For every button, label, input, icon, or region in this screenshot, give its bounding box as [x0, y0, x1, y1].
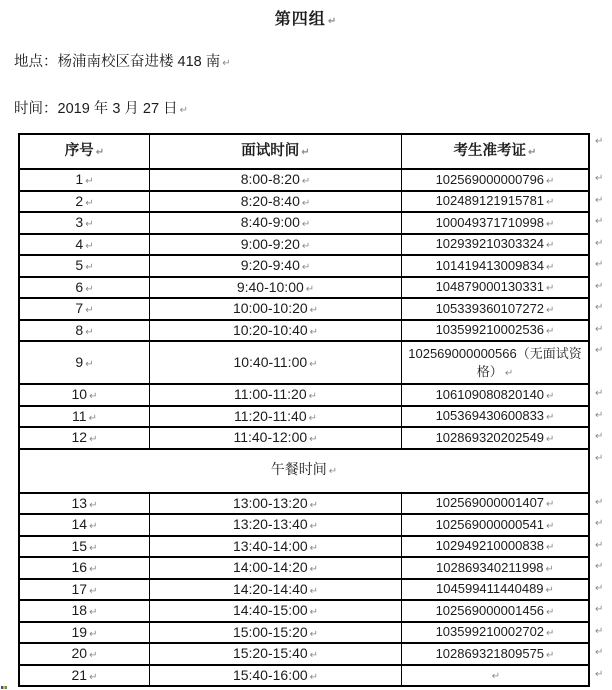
- cell-time: [150, 299, 402, 319]
- header-label: 考生准考证: [453, 142, 527, 159]
- cell-ticket: [402, 407, 588, 427]
- cell-ticket: [402, 235, 588, 255]
- cell-seq: [20, 299, 150, 319]
- cell-ticket: [402, 558, 588, 578]
- ticket-value: 104599411440489: [436, 581, 544, 597]
- end-of-row-pilcrow-mark: ↵: [595, 668, 604, 680]
- seq-value: 6: [75, 278, 84, 295]
- seq-value: 3: [75, 214, 84, 231]
- table-row: [18, 515, 612, 537]
- seq-value: 9: [75, 354, 84, 371]
- cell-ticket: [402, 170, 588, 190]
- pilcrow-mark: ↵: [328, 465, 338, 477]
- table-row: [18, 278, 612, 300]
- pilcrow-mark: ↵: [504, 367, 514, 379]
- end-of-row-pilcrow-mark: ↵: [595, 136, 604, 147]
- pilcrow-mark: ↵: [309, 564, 319, 576]
- pilcrow-mark: ↵: [309, 607, 319, 619]
- pilcrow-mark: ↵: [89, 607, 98, 619]
- ticket-value: 101419413009834: [435, 257, 545, 273]
- pilcrow-mark: ↵: [89, 671, 98, 683]
- cell-time: [150, 278, 402, 298]
- cell-seq: [20, 494, 150, 514]
- cell-ticket: [402, 213, 588, 233]
- pilcrow-mark: ↵: [309, 521, 319, 533]
- end-of-row-pilcrow-mark: ↵: [595, 388, 604, 399]
- cell-ticket: [402, 515, 588, 535]
- time-value: 10:20-10:40: [232, 321, 308, 338]
- end-of-row-pilcrow-mark: ↵: [595, 625, 604, 637]
- pilcrow-mark: ↵: [222, 58, 231, 69]
- pilcrow-mark: ↵: [301, 197, 311, 209]
- table-row: [18, 580, 612, 602]
- pilcrow-mark: ↵: [327, 16, 338, 27]
- pilcrow-mark: ↵: [309, 650, 319, 662]
- cell-ticket: [402, 428, 588, 448]
- location-text: 地点：杨浦南校区奋进楼 418 南: [14, 54, 221, 70]
- pilcrow-mark: ↵: [309, 305, 319, 317]
- cell-seq: [20, 644, 150, 664]
- pilcrow-mark: ↵: [85, 359, 94, 371]
- seq-value: 13: [71, 494, 88, 511]
- cell-seq: [20, 407, 150, 427]
- pilcrow-mark: ↵: [85, 219, 94, 231]
- pilcrow-mark: ↵: [85, 197, 94, 209]
- pilcrow-mark: ↵: [309, 542, 319, 554]
- ticket-value: 100049371710998: [435, 214, 545, 230]
- time-value: 11:00-11:20: [233, 386, 307, 403]
- cell-seq: [20, 256, 150, 276]
- cell-time: [150, 342, 402, 383]
- pilcrow-mark: ↵: [528, 146, 537, 158]
- pilcrow-mark: ↵: [546, 606, 555, 618]
- lunch-label: 午餐时间: [270, 460, 327, 477]
- end-of-row-pilcrow-mark: ↵: [595, 604, 604, 615]
- cell-ticket: [402, 494, 588, 514]
- time-value: 9:20-9:40: [240, 257, 300, 274]
- header-cell-time: [150, 135, 402, 168]
- end-of-row-pilcrow-mark: ↵: [595, 561, 604, 572]
- time-value: 14:20-14:40: [232, 580, 308, 597]
- end-of-row-pilcrow-mark: ↵: [595, 280, 604, 292]
- cell-time: [150, 235, 402, 255]
- seq-value: 2: [75, 192, 84, 209]
- cell-ticket: [402, 385, 588, 405]
- seq-value: 17: [71, 580, 88, 597]
- cell-time: [150, 321, 402, 341]
- pilcrow-mark: ↵: [309, 326, 319, 338]
- page-title-text: 第四组: [274, 11, 326, 28]
- table-row: [18, 299, 612, 321]
- seq-value: 20: [71, 645, 88, 662]
- pilcrow-mark: ↵: [546, 326, 555, 338]
- time-text: 时间：2019 年 3 月 27 日: [14, 101, 178, 117]
- cell-ticket: [402, 537, 588, 557]
- table-row: [18, 256, 612, 278]
- seq-value: 7: [75, 300, 84, 317]
- time-value: 10:00-10:20: [232, 300, 308, 317]
- cell-time: [150, 170, 402, 190]
- cell-time: [150, 494, 402, 514]
- cell-seq: [20, 192, 150, 212]
- pilcrow-mark: ↵: [546, 390, 555, 402]
- ticket-value: 102569000001456: [435, 602, 545, 618]
- pilcrow-mark: ↵: [89, 564, 98, 576]
- pilcrow-mark: ↵: [305, 283, 315, 295]
- pilcrow-mark: ↵: [179, 105, 188, 116]
- seq-value: 14: [71, 516, 88, 533]
- table-row: [18, 213, 612, 235]
- cell-time: [150, 385, 402, 405]
- pilcrow-mark: ↵: [89, 542, 98, 554]
- cell-seq: [20, 580, 150, 600]
- cell-time: [150, 407, 402, 427]
- cell-time: [150, 601, 402, 621]
- ticket-value: 103599210002536: [435, 322, 545, 338]
- cell-ticket: [402, 299, 588, 319]
- cell-seq: [20, 666, 150, 686]
- pilcrow-mark: ↵: [546, 304, 555, 316]
- cell-time: [150, 192, 402, 212]
- cell-time: [150, 428, 402, 448]
- cell-ticket: [402, 342, 588, 383]
- ticket-value: 105339360107272: [435, 300, 545, 316]
- cell-time: [150, 515, 402, 535]
- header-label: 序号: [64, 142, 94, 159]
- location-line: [14, 50, 612, 71]
- pilcrow-mark: ↵: [546, 197, 555, 209]
- seq-value: 8: [75, 321, 84, 338]
- seq-value: 19: [71, 623, 88, 640]
- cell-seq: [20, 623, 150, 643]
- cell-seq: [20, 558, 150, 578]
- corner-fragment-pixel: [5, 686, 7, 689]
- pilcrow-mark: ↵: [309, 585, 319, 597]
- pilcrow-mark: ↵: [546, 649, 555, 661]
- cell-time: [150, 644, 402, 664]
- end-of-row-pilcrow-mark: ↵: [595, 647, 604, 658]
- table-row: [18, 407, 612, 429]
- cell-ticket: [402, 256, 588, 276]
- table-row: [18, 385, 612, 407]
- time-value: 14:40-15:00: [232, 602, 308, 619]
- time-value: 13:20-13:40: [232, 516, 308, 533]
- table-header-row: [18, 133, 612, 170]
- cell-seq: [20, 321, 150, 341]
- time-line: [14, 97, 612, 118]
- pilcrow-mark: ↵: [546, 520, 555, 532]
- corner-icon-fragment: [1, 686, 7, 689]
- ticket-value: 102939210303324: [435, 236, 545, 252]
- table-row: [18, 170, 612, 192]
- end-of-row-pilcrow-mark: ↵: [595, 194, 604, 206]
- time-value: 8:40-9:00: [240, 214, 300, 231]
- end-of-row-pilcrow-mark: ↵: [595, 518, 604, 529]
- time-value: 15:00-15:20: [232, 623, 308, 640]
- pilcrow-mark: ↵: [546, 218, 555, 230]
- end-of-row-pilcrow-mark: ↵: [595, 345, 604, 356]
- end-of-row-pilcrow-mark: ↵: [595, 237, 604, 249]
- time-value: 13:40-14:00: [232, 537, 308, 554]
- time-value: 8:00-8:20: [240, 171, 300, 188]
- lunch-cell: [20, 450, 588, 492]
- cell-time: [150, 666, 402, 686]
- ticket-value: 105369430600833: [435, 408, 545, 424]
- pilcrow-mark: ↵: [546, 175, 555, 187]
- pilcrow-mark: ↵: [89, 499, 98, 511]
- pilcrow-mark: ↵: [301, 146, 310, 158]
- pilcrow-mark: ↵: [546, 412, 555, 424]
- pilcrow-mark: ↵: [89, 650, 98, 662]
- table-row: [18, 192, 612, 214]
- header-cell-seq: [20, 135, 150, 168]
- pilcrow-mark: ↵: [546, 628, 555, 640]
- ticket-value: 102869340211998: [436, 559, 544, 575]
- seq-value: 16: [71, 559, 88, 576]
- pilcrow-mark: ↵: [491, 671, 501, 683]
- cell-seq: [20, 342, 150, 383]
- time-value: 13:00-13:20: [232, 494, 308, 511]
- table-row: [18, 558, 612, 580]
- ticket-value: 104879000130331: [435, 279, 545, 295]
- pilcrow-mark: ↵: [308, 412, 318, 424]
- seq-value: 10: [71, 386, 88, 403]
- cell-seq: [20, 213, 150, 233]
- pilcrow-mark: ↵: [88, 412, 97, 424]
- cell-time: [150, 213, 402, 233]
- cell-time: [150, 558, 402, 578]
- pilcrow-mark: ↵: [85, 326, 94, 338]
- pilcrow-mark: ↵: [546, 499, 555, 511]
- end-of-row-pilcrow-mark: ↵: [595, 431, 604, 442]
- page-title: [0, 6, 612, 29]
- ticket-value: 103599210002702: [435, 624, 545, 640]
- table-row: [18, 428, 612, 450]
- end-of-row-pilcrow-mark: ↵: [595, 302, 604, 313]
- pilcrow-mark: ↵: [301, 262, 311, 274]
- time-value: 14:00-14:20: [232, 559, 308, 576]
- pilcrow-mark: ↵: [309, 434, 318, 446]
- pilcrow-mark: ↵: [89, 434, 98, 446]
- table-row: [18, 623, 612, 645]
- pilcrow-mark: ↵: [89, 521, 98, 533]
- pilcrow-mark: ↵: [545, 585, 554, 597]
- schedule-table: [18, 133, 612, 687]
- cell-ticket: [402, 321, 588, 341]
- cell-seq: [20, 515, 150, 535]
- pilcrow-mark: ↵: [546, 283, 555, 295]
- end-of-row-pilcrow-mark: ↵: [595, 323, 604, 335]
- seq-value: 15: [71, 537, 88, 554]
- cell-seq: [20, 235, 150, 255]
- cell-time: [150, 623, 402, 643]
- time-value: 11:40-12:00: [233, 429, 308, 446]
- ticket-value: 102869321809575: [435, 645, 545, 661]
- cell-ticket: [402, 192, 588, 212]
- cell-time: [150, 580, 402, 600]
- seq-value: 18: [71, 602, 88, 619]
- cell-seq: [20, 601, 150, 621]
- seq-value: 12: [71, 429, 88, 446]
- end-of-row-pilcrow-mark: ↵: [595, 259, 604, 270]
- time-value: 11:20-11:40: [233, 407, 307, 424]
- cell-ticket: [402, 601, 588, 621]
- pilcrow-mark: ↵: [89, 628, 98, 640]
- table-row: [18, 321, 612, 343]
- header-cell-ticket: [402, 135, 588, 168]
- seq-value: 5: [75, 257, 84, 274]
- ticket-value: 102869320202549: [435, 429, 545, 445]
- ticket-value: 102569000000541: [435, 516, 545, 532]
- end-of-row-pilcrow-mark: ↵: [595, 539, 604, 551]
- seq-value: 4: [75, 235, 84, 252]
- end-of-row-pilcrow-mark: ↵: [595, 582, 604, 594]
- pilcrow-mark: ↵: [546, 542, 555, 554]
- lunch-row: [18, 450, 612, 494]
- time-value: 8:20-8:40: [240, 192, 300, 209]
- cell-seq: [20, 537, 150, 557]
- cell-ticket: [402, 580, 588, 600]
- pilcrow-mark: ↵: [85, 176, 94, 188]
- ticket-value: 102569000001407: [435, 495, 545, 511]
- pilcrow-mark: ↵: [301, 176, 311, 188]
- end-of-row-pilcrow-mark: ↵: [595, 216, 604, 227]
- table-row: [18, 342, 612, 385]
- pilcrow-mark: ↵: [89, 391, 98, 403]
- time-value: 15:40-16:00: [232, 666, 308, 683]
- cell-ticket: [402, 644, 588, 664]
- ticket-value: 102489121915781: [435, 193, 545, 209]
- cell-seq: [20, 170, 150, 190]
- ticket-value: 102949210000838: [435, 538, 545, 554]
- cell-ticket: [402, 623, 588, 643]
- ticket-value: 102569000000566（无面试资格）: [408, 345, 582, 379]
- seq-value: 1: [75, 171, 84, 188]
- header-label: 面试时间: [241, 142, 300, 159]
- ticket-value: 106109080820140: [435, 386, 545, 402]
- end-of-row-pilcrow-mark: ↵: [595, 452, 604, 464]
- pilcrow-mark: ↵: [301, 240, 311, 252]
- table-row: [18, 494, 612, 516]
- end-of-row-pilcrow-mark: ↵: [595, 173, 604, 184]
- table-row: [18, 235, 612, 257]
- cell-seq: [20, 385, 150, 405]
- pilcrow-mark: ↵: [85, 262, 94, 274]
- cell-time: [150, 537, 402, 557]
- time-value: 15:20-15:40: [232, 645, 308, 662]
- cell-ticket: [402, 278, 588, 298]
- pilcrow-mark: ↵: [308, 391, 318, 403]
- table-row: [18, 601, 612, 623]
- table-body: [18, 170, 612, 687]
- cell-seq: [20, 278, 150, 298]
- table-row: [18, 537, 612, 559]
- cell-ticket: [402, 666, 588, 686]
- cell-seq: [20, 428, 150, 448]
- pilcrow-mark: ↵: [89, 585, 98, 597]
- end-of-row-pilcrow-mark: ↵: [595, 409, 604, 421]
- time-value: 9:40-10:00: [236, 278, 304, 295]
- pilcrow-mark: ↵: [545, 563, 554, 575]
- pilcrow-mark: ↵: [85, 283, 94, 295]
- pilcrow-mark: ↵: [309, 671, 319, 683]
- pilcrow-mark: ↵: [309, 359, 318, 371]
- pilcrow-mark: ↵: [301, 219, 311, 231]
- cell-time: [150, 256, 402, 276]
- pilcrow-mark: ↵: [309, 499, 319, 511]
- pilcrow-mark: ↵: [85, 240, 94, 252]
- pilcrow-mark: ↵: [309, 628, 319, 640]
- end-of-row-pilcrow-mark: ↵: [595, 496, 604, 508]
- pilcrow-mark: ↵: [95, 146, 105, 158]
- pilcrow-mark: ↵: [546, 433, 555, 445]
- time-value: 9:00-9:20: [240, 235, 300, 252]
- seq-value: 21: [71, 666, 88, 683]
- time-value: 10:40-11:00: [233, 354, 308, 371]
- pilcrow-mark: ↵: [85, 305, 94, 317]
- pilcrow-mark: ↵: [546, 261, 555, 273]
- table-row: [18, 644, 612, 666]
- seq-value: 11: [72, 407, 87, 424]
- ticket-value: 102569000000796: [435, 171, 545, 187]
- pilcrow-mark: ↵: [546, 240, 555, 252]
